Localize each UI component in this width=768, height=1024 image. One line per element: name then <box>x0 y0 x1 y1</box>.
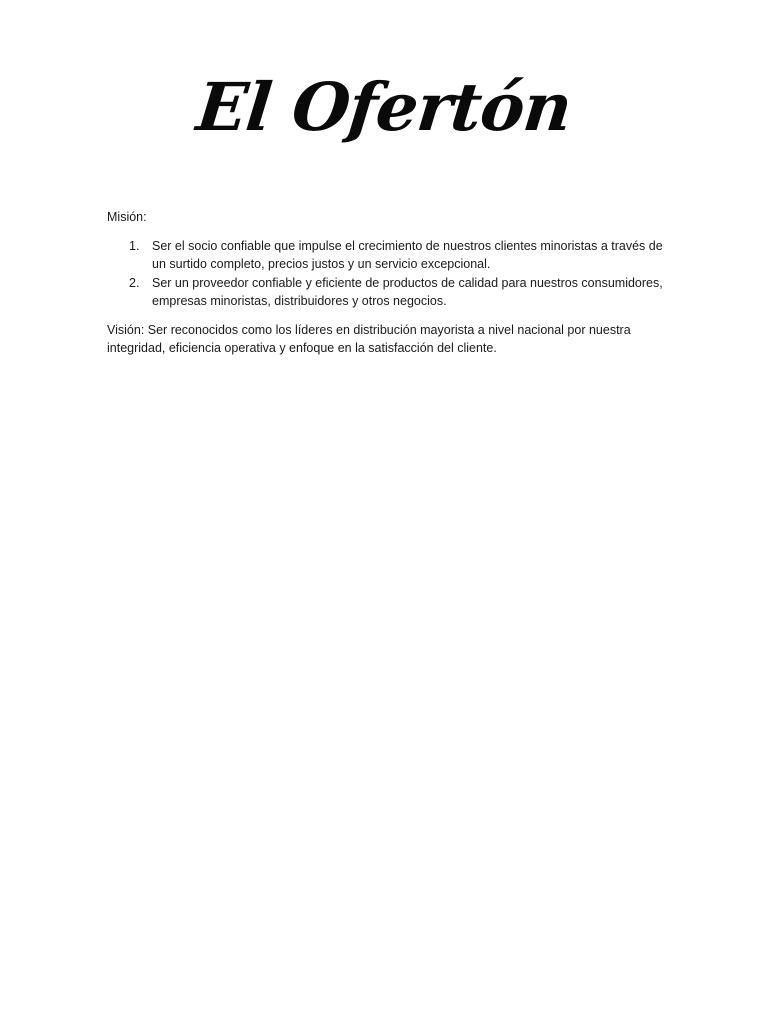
list-item-text: Ser el socio confiable que impulse el crecimiento de nuestros clientes minoristas a través de un surtido completo, precios justos y un servicio excepcional. <box>152 238 663 271</box>
list-item-number: 1. <box>129 238 140 253</box>
list-item-number: 2. <box>129 275 140 290</box>
document-body <box>107 208 667 358</box>
list-item <box>107 237 667 274</box>
list-item <box>107 274 667 311</box>
mision-list <box>107 237 667 311</box>
vision-paragraph: Visión: Ser reconocidos como los líderes en distribución mayorista a nivel nacional por nuestra integridad, eficiencia operativa y enfoque en la satisfacción del cliente. <box>107 322 631 355</box>
mision-label: Misión: <box>107 210 147 224</box>
list-item-text: Ser un proveedor confiable y eficiente de productos de calidad para nuestros consumidores, empresas minoristas, distribuidores y otros negocios. <box>152 275 663 308</box>
page-title: El Ofertón <box>193 68 575 146</box>
